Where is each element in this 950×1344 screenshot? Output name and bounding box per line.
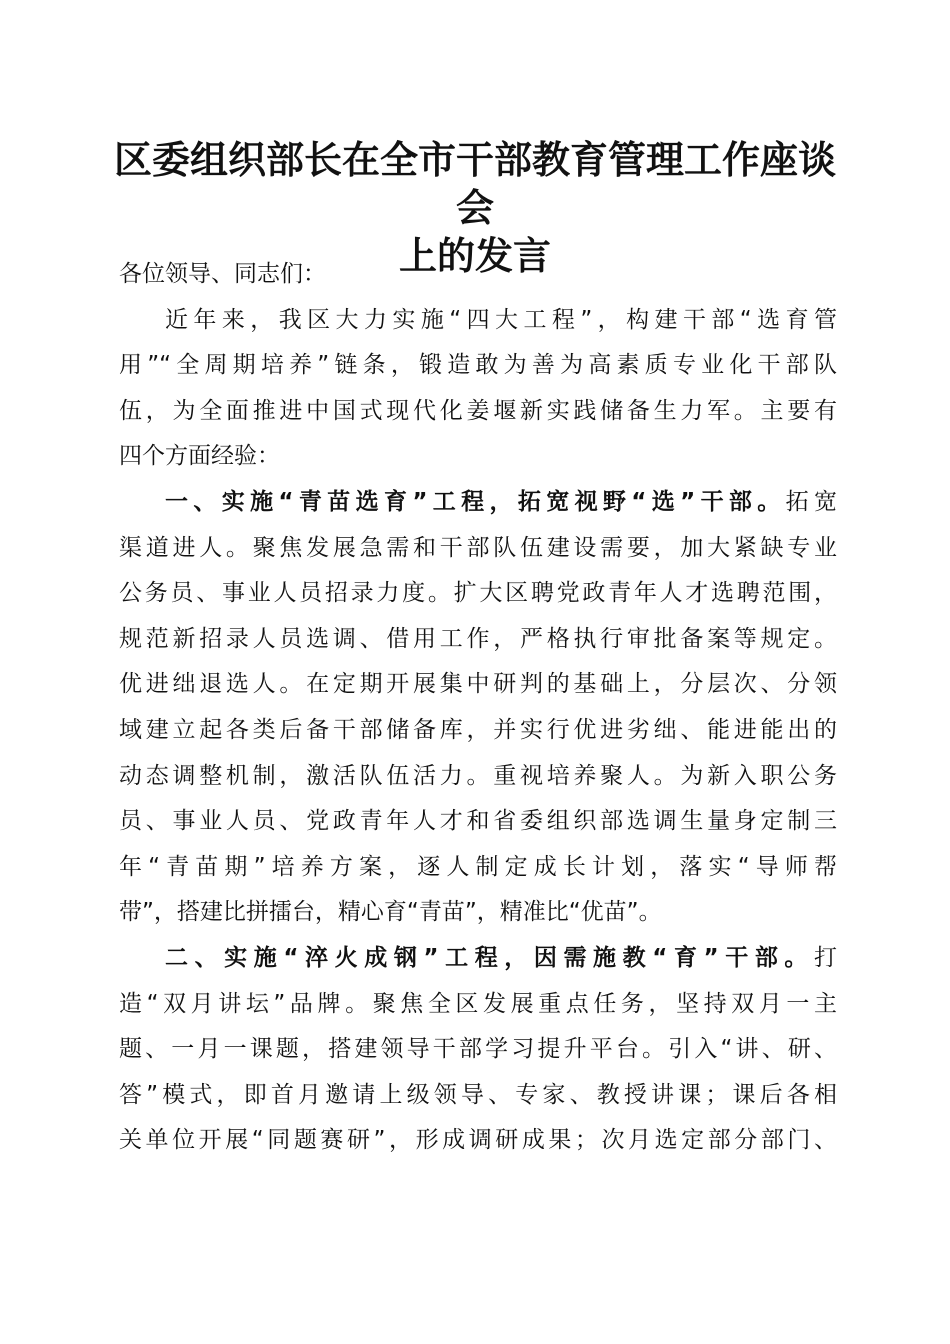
paragraph-2-line-6: 域建立起各类后备干部储备库，并实行优进劣绌、能进能出的: [119, 716, 837, 743]
paragraph-2-line-8: 员、事业人员、党政青年人才和省委组织部选调生量身定制三: [119, 808, 837, 835]
title-line-1: 区委组织部长在全市干部教育管理工作座谈会: [113, 137, 836, 230]
paragraph-2-line-9: 年“青苗期”培养方案，逐人制定成长计划，落实“导师帮: [119, 853, 837, 880]
paragraph-1-line-2: 用”“全周期培养”链条，锻造敢为善为高素质专业化干部队: [119, 352, 837, 379]
paragraph-1-line-3: 伍，为全面推进中国式现代化姜堰新实践储备生力军。主要有: [119, 397, 837, 424]
paragraph-3-line-2: 造“双月讲坛”品牌。聚焦全区发展重点任务，坚持双月一主: [119, 990, 837, 1017]
paragraph-3-line-5: 关单位开展“同题赛研”，形成调研成果；次月选定部分部门、: [119, 1127, 837, 1154]
paragraph-1-line-1: 近年来，我区大力实施“四大工程”，构建干部“选育管: [165, 306, 837, 333]
paragraph-3-line-1-rest: 打: [814, 944, 837, 971]
paragraph-3-line-4: 答”模式，即首月邀请上级领导、专家、教授讲课；课后各相: [119, 1081, 837, 1108]
paragraph-2-line-2: 渠道进人。聚焦发展急需和干部队伍建设需要，加大紧缺专业: [119, 534, 837, 561]
document-body: [119, 252, 837, 1164]
paragraph-1-line-4: 四个方面经验：: [119, 443, 280, 470]
paragraph-2-line-4: 规范新招录人员选调、借用工作，严格执行审批备案等规定。: [119, 625, 837, 652]
paragraph-2-line-3: 公务员、事业人员招录力度。扩大区聘党政青年人才选聘范围，: [119, 580, 837, 607]
paragraph-2-line-5: 优进绌退选人。在定期开展集中研判的基础上，分层次、分领: [119, 671, 837, 698]
paragraph-2-line-1-rest: 拓宽: [785, 488, 837, 515]
section-heading-1: 一、实施“青苗选育”工程，拓宽视野“选”干部。: [165, 488, 786, 515]
paragraph-3-line-1: [119, 936, 837, 982]
paragraph-2-line-10: 带”，搭建比拼擂台，精心育“青苗”，精准比“优苗”。: [119, 899, 662, 926]
title-line-2: 上的发言: [398, 233, 551, 278]
salutation: 各位领导、同志们：: [119, 261, 326, 287]
paragraph-2-line-7: 动态调整机制，激活队伍活力。重视培养聚人。为新入职公务: [119, 762, 837, 789]
paragraph-2-line-1: [119, 480, 837, 526]
paragraph-3-line-3: 题、一月一课题，搭建领导干部学习提升平台。引入“讲、研、: [119, 1036, 837, 1063]
section-heading-2: 二、实施“淬火成钢”工程，因需施教“育”干部。: [165, 944, 814, 971]
